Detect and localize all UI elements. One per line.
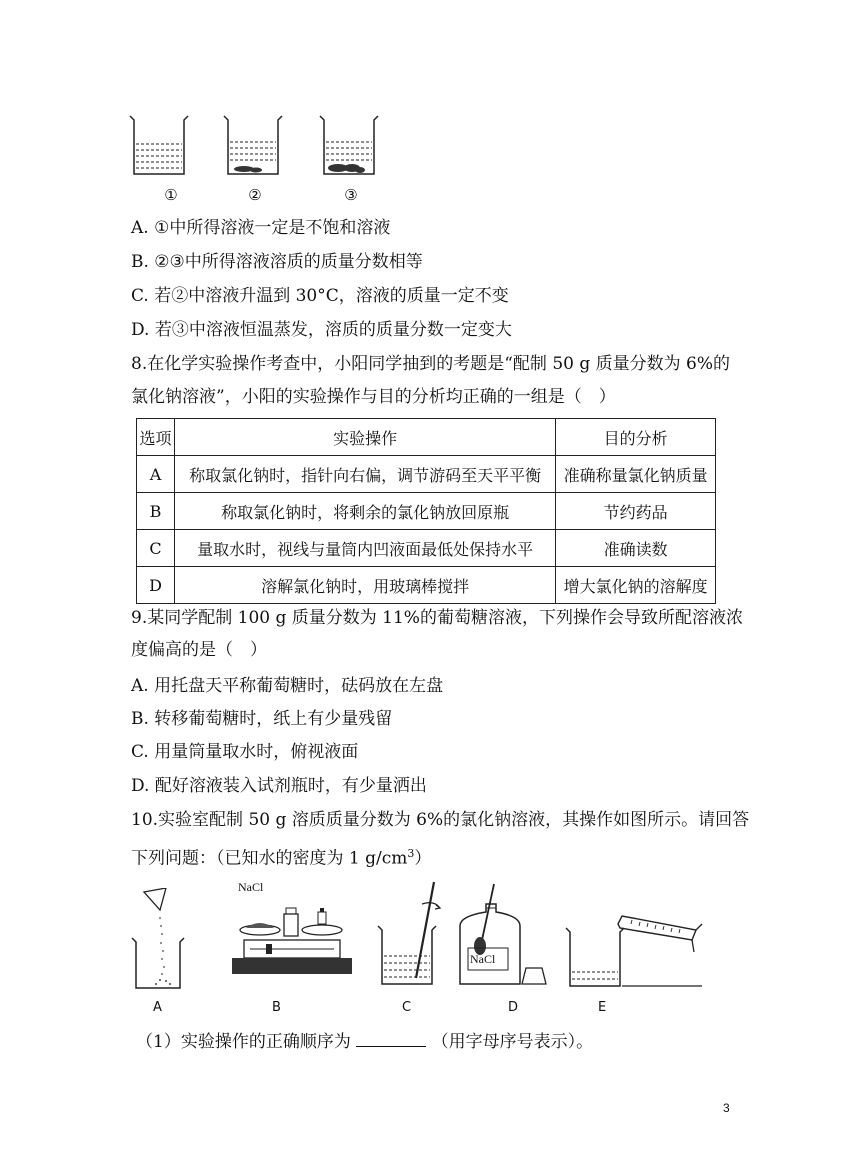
apparatus-e-cylinder-icon (562, 904, 712, 992)
table-cell-purpose: 准确读数 (556, 530, 716, 567)
q9-stem-line1: 9.某同学配制 100 g 质量分数为 11%的葡萄糖溶液，下列操作会导致所配溶液浓 (131, 608, 743, 628)
q10-stem-line2 (131, 843, 431, 870)
table-cell-operation: 量取水时，视线与量筒内凹液面最低处保持水平 (174, 530, 555, 567)
apparatus-label-d: D (508, 1000, 519, 1015)
table-header-purpose: 目的分析 (556, 419, 716, 456)
q10-apparatus-figure (126, 878, 726, 1018)
table-cell-option: C (137, 530, 175, 567)
table-row (137, 530, 716, 567)
q10-sub1 (136, 1030, 593, 1053)
table-header-row (137, 419, 716, 456)
q9-option-d: D. 配好溶液装入试剂瓶时，有少量洒出 (131, 776, 427, 796)
q10-sub1-hint: （用字母序号表示）。 (431, 1032, 594, 1052)
table-row (137, 456, 716, 493)
table-cell-purpose: 准确称量氯化钠质量 (556, 456, 716, 493)
apparatus-label-b: B (272, 1000, 281, 1015)
q8-stem-line2: 氯化钠溶液”，小阳的实验操作与目的分析均正确的一组是（ ） (131, 387, 616, 407)
apparatus-a-icon (126, 888, 186, 993)
q7-option-b: B. ②③中所得溶液溶质的质量分数相等 (131, 252, 423, 272)
q10-stem-line2-text: 下列问题：（已知水的密度为 1 g/cm (131, 848, 408, 869)
q7-option-c: C. 若②中溶液升温到 30°C，溶液的质量一定不变 (131, 286, 509, 306)
beaker-label-1: ① (164, 186, 178, 204)
apparatus-b-balance-icon (226, 896, 356, 988)
table-cell-operation: 称取氯化钠时，将剩余的氯化钠放回原瓶 (174, 493, 555, 530)
table-row (137, 493, 716, 530)
table-cell-operation: 称取氯化钠时，指针向右偏，调节游码至天平平衡 (174, 456, 555, 493)
apparatus-c-stirring-icon (374, 878, 444, 990)
table-header-operation: 实验操作 (174, 419, 555, 456)
q7-option-a: A. ①中所得溶液一定是不饱和溶液 (131, 218, 391, 238)
beaker-label-2: ② (248, 186, 262, 204)
q9-option-b: B. 转移葡萄糖时，纸上有少量残留 (131, 709, 393, 729)
q7-beaker-figure (126, 108, 386, 208)
table-cell-purpose: 节约药品 (556, 493, 716, 530)
page-number: 3 (723, 1101, 730, 1115)
apparatus-label-c: C (402, 1000, 412, 1015)
q8-table (136, 418, 716, 604)
table-cell-option: D (137, 567, 175, 604)
q9-option-c: C. 用量筒量取水时，俯视液面 (131, 742, 359, 762)
q10-stem-line2-end: ） (414, 848, 432, 869)
q9-option-a: A. 用托盘天平称葡萄糖时，砝码放在左盘 (131, 676, 444, 696)
answer-blank[interactable] (356, 1030, 426, 1047)
apparatus-label-a: A (153, 1000, 162, 1015)
table-cell-purpose: 增大氯化钠的溶解度 (556, 567, 716, 604)
table-cell-operation: 溶解氯化钠时，用玻璃棒搅拌 (174, 567, 555, 604)
q8-stem-line1: 8.在化学实验操作考查中，小阳同学抽到的考题是“配制 50 g 质量分数为 6%的 (131, 354, 731, 374)
table-cell-option: B (137, 493, 175, 530)
bottle-nacl-label: NaCl (470, 952, 496, 966)
q7-option-d: D. 若③中溶液恒温蒸发，溶质的质量分数一定变大 (131, 320, 512, 340)
table-cell-option: A (137, 456, 175, 493)
q10-sub1-text: （1）实验操作的正确顺序为 (136, 1032, 351, 1052)
balance-nacl-label: NaCl (238, 880, 264, 894)
q10-superscript: 3 (407, 847, 415, 860)
apparatus-d-bottle-icon (456, 878, 556, 990)
apparatus-label-e: E (598, 1000, 607, 1015)
table-header-option: 选项 (137, 419, 175, 456)
beaker-label-3: ③ (344, 186, 358, 204)
table-row (137, 567, 716, 604)
q10-stem-line1: 10.实验室配制 50 g 溶质质量分数为 6%的氯化钠溶液，其操作如图所示。请回答 (131, 810, 750, 830)
q9-stem-line2: 度偏高的是（ ） (131, 640, 267, 660)
